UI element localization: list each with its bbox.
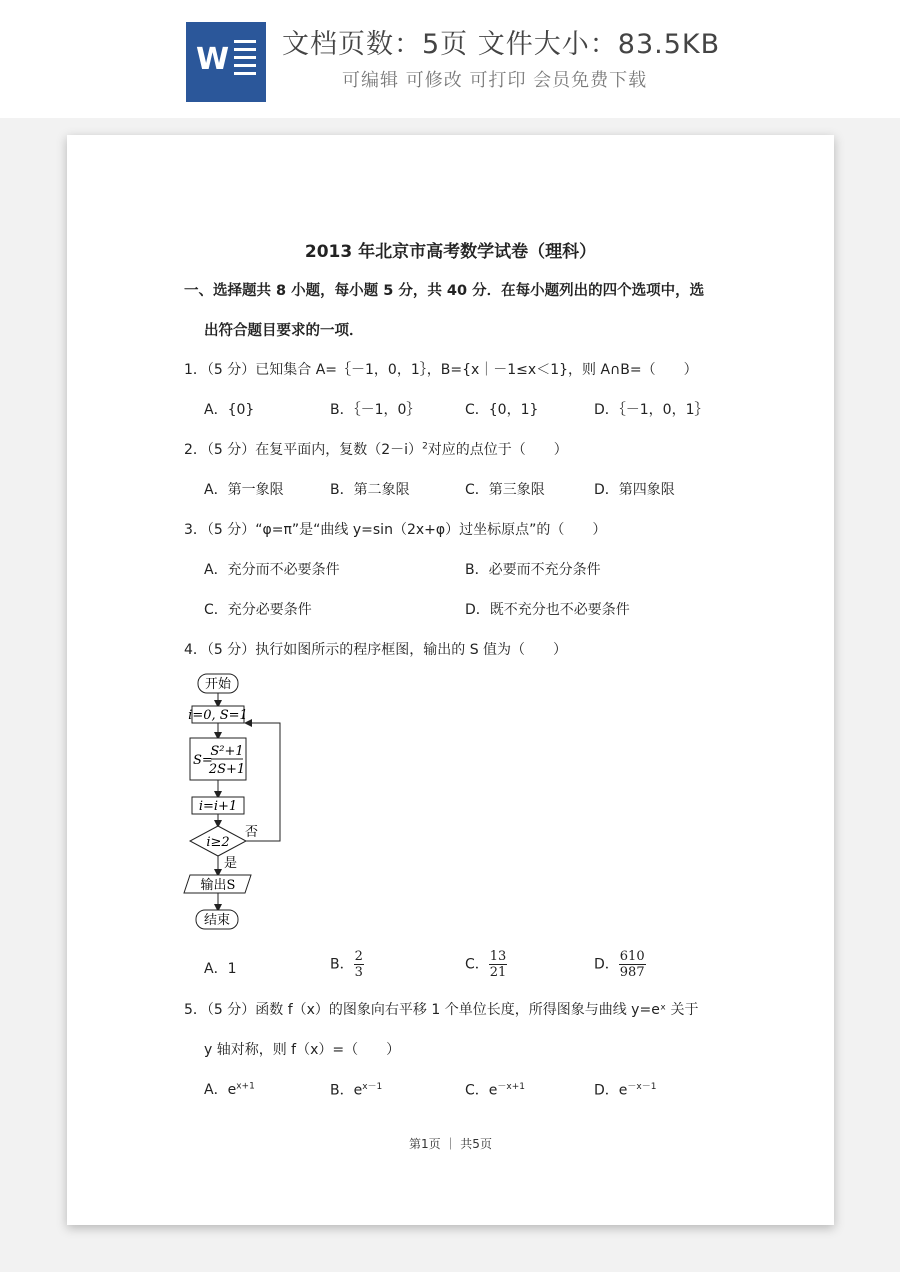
question-3-stem: 3．（5 分）“φ=π”是“曲线 y=sin（2x+φ）过坐标原点”的（ ）: [184, 522, 607, 538]
flowchart-no-label: 否: [245, 825, 259, 840]
question-4-option-b-fraction: [354, 949, 364, 980]
question-5-option-c: [465, 1079, 525, 1100]
option-exponent: x－1: [362, 1082, 383, 1092]
flowchart-end-label: 结束: [203, 913, 231, 928]
question-3-option-c: C．充分必要条件: [204, 602, 312, 618]
question-4-option-b: [330, 949, 364, 980]
section-heading-line2: 出符合题目要求的一项．: [204, 323, 364, 339]
question-1-option-c: C．{0，1}: [465, 402, 539, 418]
option-exponent: －x+1: [497, 1082, 525, 1092]
question-2-option-a: A．第一象限: [204, 482, 284, 498]
program-flowchart: [179, 669, 299, 949]
option-base: B．e: [330, 1082, 363, 1099]
question-5-option-b: [330, 1079, 382, 1100]
flowchart-output-label: 输出S: [200, 878, 236, 893]
fraction-denominator: 3: [354, 965, 363, 980]
document-meta-title: 文档页数：5页 文件大小：83.5KB: [282, 29, 721, 60]
question-5-option-a: [204, 1079, 255, 1099]
exam-title: 2013 年北京市高考数学试卷（理科）: [304, 242, 597, 262]
question-2-option-c: C．第三象限: [465, 482, 545, 498]
question-3-option-b: B．必要而不充分条件: [465, 562, 601, 578]
fraction-numerator: 610: [619, 949, 645, 964]
flowchart-yes-label: 是: [224, 856, 238, 871]
flowchart-loop-line: [246, 723, 280, 841]
fraction-denominator: 21: [489, 965, 507, 980]
option-base: A．e: [204, 1082, 237, 1098]
question-2-stem-after: 对应的点位于（ ）: [427, 442, 568, 458]
question-4-option-d-fraction: [619, 949, 646, 980]
document-meta-subtitle: 可编辑 可修改 可打印 会员免费下载: [342, 70, 648, 91]
question-3-option-a: A．充分而不必要条件: [204, 562, 340, 578]
section-heading-line1: 一、选择题共 8 小题，每小题 5 分，共 40 分．在每小题列出的四个选项中，选: [184, 283, 705, 299]
question-1-option-b: B．｛－1，0｝: [330, 402, 421, 418]
question-1-option-d: D．｛－1，0，1｝: [594, 402, 709, 418]
question-5-option-d: [594, 1079, 656, 1100]
flowchart-assign-lhs: S=: [193, 753, 213, 768]
fraction-denominator: 987: [619, 965, 645, 980]
fraction-numerator: 2: [354, 949, 363, 964]
question-4-option-d: [594, 949, 646, 980]
option-exponent: x+1: [236, 1081, 255, 1092]
flowchart-init-label: i=0, S=1: [188, 708, 248, 723]
page-footer: 第1页 ｜ 共5页: [409, 1137, 492, 1151]
question-4-option-c-fraction: [489, 949, 508, 980]
question-4-option-c: [465, 949, 507, 980]
option-exponent: －x－1: [627, 1082, 657, 1092]
option-base: C．e: [465, 1082, 498, 1099]
word-document-icon: [186, 22, 266, 102]
document-page: [67, 135, 834, 1225]
question-4-option-b-prefix: B．: [330, 956, 354, 973]
question-1-option-a: A．{0}: [204, 402, 255, 418]
flowchart-assign-denominator: 2S+1: [208, 762, 246, 777]
question-4-option-c-prefix: C．: [465, 956, 489, 973]
fraction-numerator: 13: [489, 949, 507, 964]
question-2-option-b: B．第二象限: [330, 482, 410, 498]
question-2-option-d: D．第四象限: [594, 482, 675, 498]
word-icon-lines: [234, 40, 256, 80]
question-1-stem: 1．（5 分）已知集合 A=｛－1，0，1｝，B={x｜－1≤x＜1}，则 A∩B=（ ）: [184, 362, 698, 378]
flowchart-assign-numerator: S²+1: [210, 744, 244, 759]
word-icon-letter: W: [196, 42, 230, 77]
flowchart-condition-label: i≥2: [206, 835, 230, 850]
flowchart-start-label: 开始: [204, 677, 232, 692]
option-base: D．e: [594, 1082, 628, 1099]
flowchart-increment-label: i=i+1: [198, 799, 238, 814]
question-4-stem: 4．（5 分）执行如图所示的程序框图，输出的 S 值为（ ）: [184, 642, 568, 658]
question-5-stem-line2: y 轴对称，则 f（x）=（ ）: [204, 1042, 401, 1058]
question-4-option-d-prefix: D．: [594, 956, 619, 973]
document-info-header: [0, 0, 900, 118]
question-2-stem: [184, 439, 568, 459]
question-2-stem-before: 2．（5 分）在复平面内，复数（2－i）: [184, 442, 423, 458]
question-2-stem-exponent: 2: [422, 441, 428, 452]
question-5-stem-line1: 5．（5 分）函数 f（x）的图象向右平移 1 个单位长度，所得图象与曲线 y=eˣ 关于: [184, 1002, 699, 1018]
question-4-option-a: A．1: [204, 961, 237, 977]
question-3-option-d: D．既不充分也不必要条件: [465, 602, 630, 618]
